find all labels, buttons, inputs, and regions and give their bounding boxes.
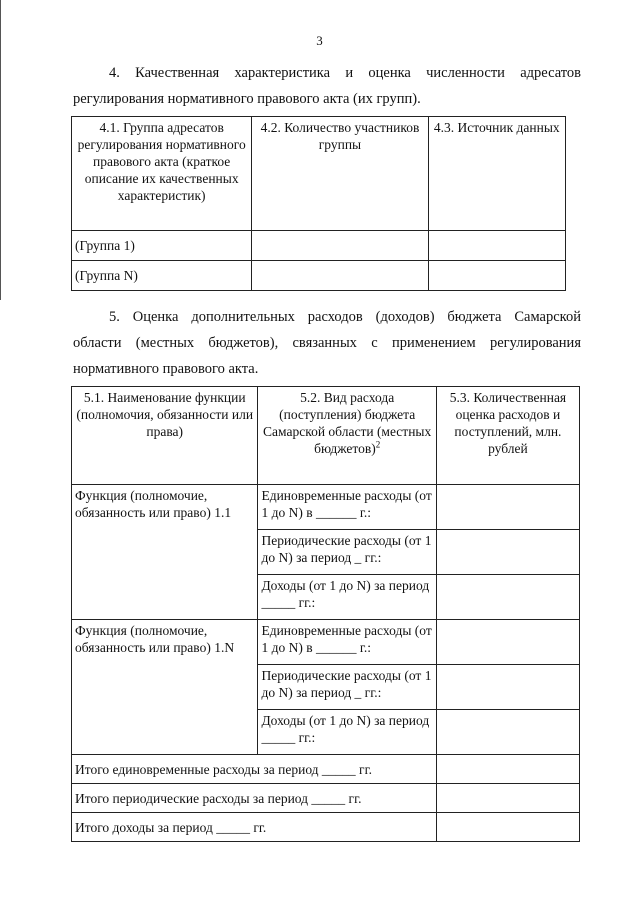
total-income-label: Итого доходы за период _____ гг. — [72, 813, 437, 842]
page-number: 3 — [316, 33, 323, 48]
estimate-cell — [436, 620, 579, 665]
estimate-cell — [436, 665, 579, 710]
function-n-cell: Функция (полномочие, обязанность или право) 1.N — [72, 620, 258, 755]
estimate-cell — [436, 530, 579, 575]
total-periodic-label: Итого периодические расходы за период _____ гг. — [72, 784, 437, 813]
group-1-source-cell — [428, 231, 565, 261]
group-1-cell: (Группа 1) — [72, 231, 252, 261]
expense-type-cell: Доходы (от 1 до N) за период _____ гг.: — [258, 710, 436, 755]
estimate-cell — [436, 813, 579, 842]
estimate-cell — [436, 485, 579, 530]
expense-type-cell: Периодические расходы (от 1 до N) за период _ гг.: — [258, 665, 436, 710]
header-count: 4.2. Количество участников группы — [252, 117, 428, 231]
header-estimate: 5.3. Количественная оценка расходов и поступлений, млн. рублей — [436, 387, 579, 485]
estimate-cell — [436, 784, 579, 813]
table-row — [72, 620, 580, 665]
footnote-mark: 2 — [375, 439, 381, 450]
group-1-count-cell — [252, 231, 428, 261]
total-row — [72, 755, 580, 784]
table-row — [72, 261, 566, 291]
section-5-heading — [73, 304, 581, 382]
table-header-row — [72, 117, 566, 231]
estimate-cell — [436, 755, 579, 784]
expense-type-cell: Единовременные расходы (от 1 до N) в ______ г.: — [258, 485, 436, 530]
addressees-table — [71, 116, 566, 291]
expense-type-cell: Единовременные расходы (от 1 до N) в ______ г.: — [258, 620, 436, 665]
header-function: 5.1. Наименование функции (полномочия, обязанности или права) — [72, 387, 258, 485]
table-row — [72, 485, 580, 530]
expense-type-cell: Периодические расходы (от 1 до N) за период _ гг.: — [258, 530, 436, 575]
estimate-cell — [436, 710, 579, 755]
section-4-line-2: регулирования нормативного правового акта (их групп). — [73, 91, 421, 107]
group-n-cell: (Группа N) — [72, 261, 252, 291]
header-source: 4.3. Источник данных — [428, 117, 565, 231]
header-expense-type-text: 5.2. Вид расхода (поступления) бюджета Самарской области (местных бюджетов) — [263, 390, 432, 456]
estimate-cell — [436, 575, 579, 620]
table-row — [72, 231, 566, 261]
section-5-line-1: 5. Оценка дополнительных расходов (доходов) бюджета Самарской — [109, 309, 581, 325]
total-row — [72, 813, 580, 842]
budget-table — [71, 386, 580, 842]
expense-type-cell: Доходы (от 1 до N) за период _____ гг.: — [258, 575, 436, 620]
section-4-heading — [73, 60, 581, 112]
table-header-row — [72, 387, 580, 485]
function-1-cell: Функция (полномочие, обязанность или право) 1.1 — [72, 485, 258, 620]
group-n-count-cell — [252, 261, 428, 291]
header-expense-type — [258, 387, 436, 485]
section-5-line-3: нормативного правового акта. — [73, 361, 259, 377]
group-n-source-cell — [428, 261, 565, 291]
total-row — [72, 784, 580, 813]
total-one-time-label: Итого единовременные расходы за период _____ гг. — [72, 755, 437, 784]
header-group: 4.1. Группа адресатов регулирования нормативного правового акта (краткое описание их качественных характеристик) — [72, 117, 252, 231]
section-5-line-2: области (местных бюджетов), связанных с применением регулирования — [73, 335, 581, 351]
section-4-line-1: 4. Качественная характеристика и оценка численности адресатов — [109, 65, 581, 81]
